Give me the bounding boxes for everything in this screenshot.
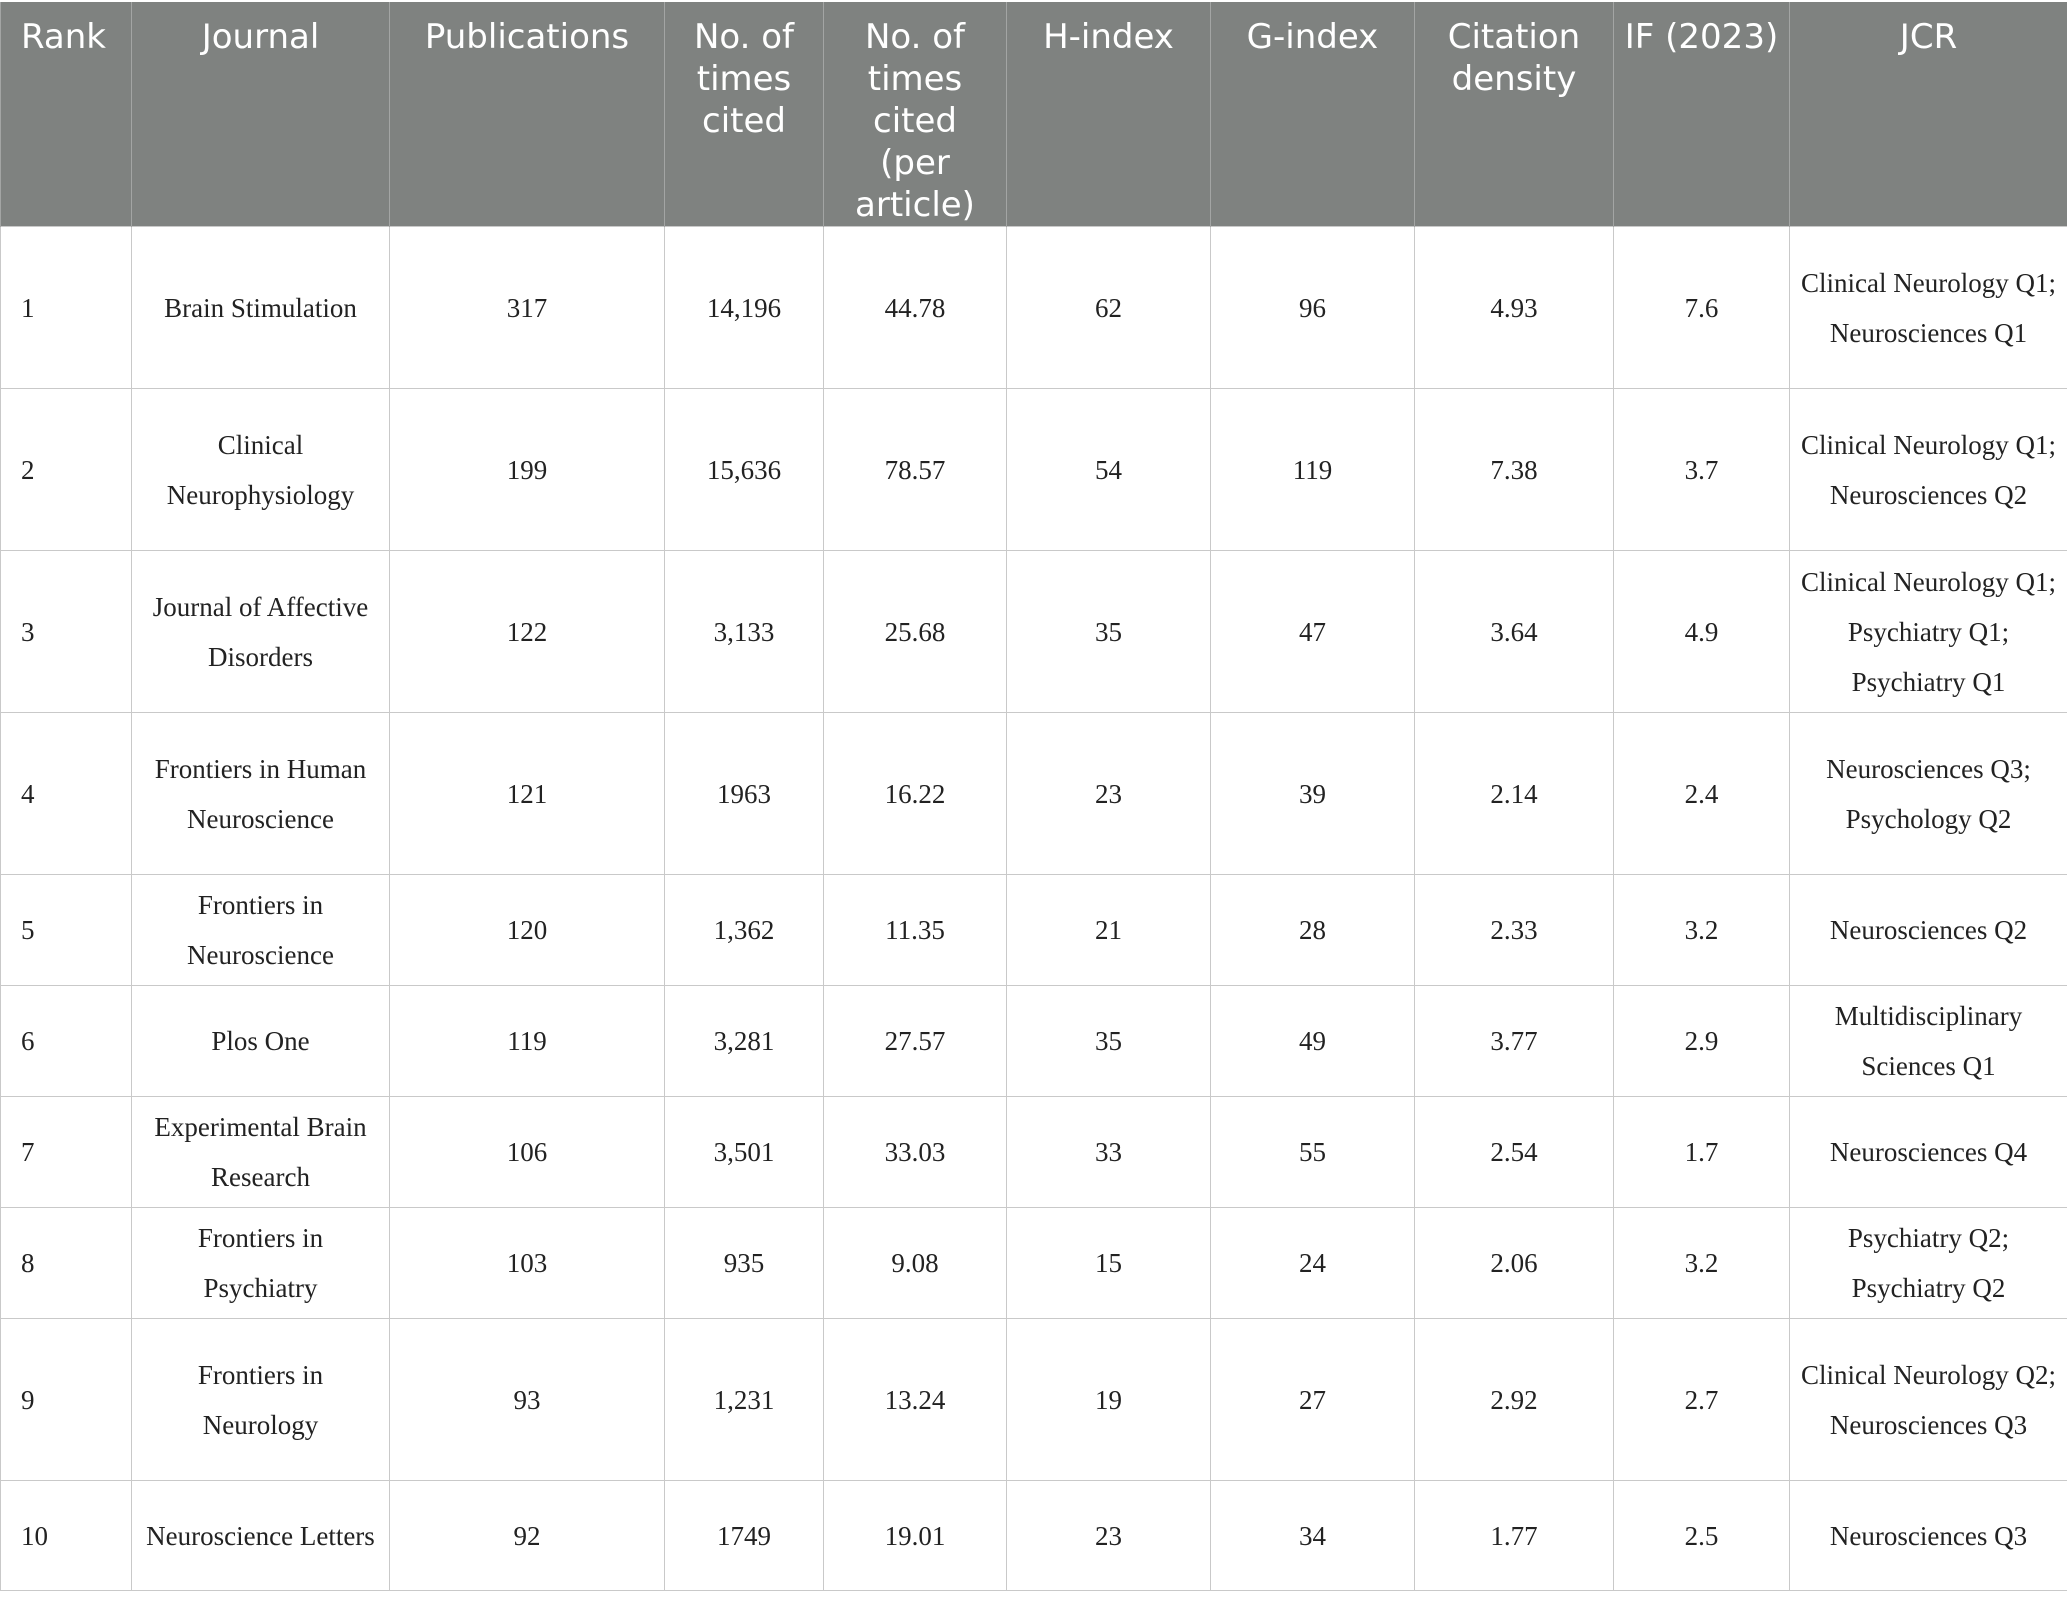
header-if-2023: IF (2023) [1614,2,1790,227]
per-article-cell: 25.68 [824,551,1007,713]
if-2023-cell: 7.6 [1614,227,1790,389]
journal-cell: Neuroscience Letters [132,1481,390,1591]
publications-cell: 317 [390,227,665,389]
h-index-cell: 21 [1007,875,1211,986]
times-cited-cell: 3,501 [665,1097,824,1208]
times-cited-cell: 14,196 [665,227,824,389]
journal-cell: Plos One [132,986,390,1097]
per-article-cell: 78.57 [824,389,1007,551]
h-index-cell: 23 [1007,713,1211,875]
per-article-cell: 44.78 [824,227,1007,389]
rank-cell: 4 [1,713,132,875]
h-index-cell: 33 [1007,1097,1211,1208]
citation-density-cell: 2.54 [1415,1097,1614,1208]
table-row [1,389,2067,551]
per-article-cell: 16.22 [824,713,1007,875]
times-cited-cell: 935 [665,1208,824,1319]
rank-cell: 6 [1,986,132,1097]
rank-cell: 7 [1,1097,132,1208]
citation-density-cell: 4.93 [1415,227,1614,389]
publications-cell: 93 [390,1319,665,1481]
header-times-cited: No. of times cited [665,2,824,227]
table-row [1,1208,2067,1319]
per-article-cell: 11.35 [824,875,1007,986]
h-index-cell: 35 [1007,551,1211,713]
jcr-cell: Clinical Neurology Q1; Neurosciences Q2 [1790,389,2067,551]
jcr-cell: Neurosciences Q4 [1790,1097,2067,1208]
citation-density-cell: 3.64 [1415,551,1614,713]
g-index-cell: 47 [1211,551,1415,713]
publications-cell: 121 [390,713,665,875]
header-per-article: No. of times cited (per article) [824,2,1007,227]
h-index-cell: 35 [1007,986,1211,1097]
journal-cell: Frontiers in Human Neuroscience [132,713,390,875]
citation-density-cell: 2.92 [1415,1319,1614,1481]
publications-cell: 122 [390,551,665,713]
if-2023-cell: 3.2 [1614,1208,1790,1319]
times-cited-cell: 1,362 [665,875,824,986]
journal-cell: Frontiers in Psychiatry [132,1208,390,1319]
rank-cell: 1 [1,227,132,389]
g-index-cell: 28 [1211,875,1415,986]
citation-density-cell: 2.06 [1415,1208,1614,1319]
header-rank: Rank [1,2,132,227]
g-index-cell: 119 [1211,389,1415,551]
if-2023-cell: 1.7 [1614,1097,1790,1208]
header-jcr: JCR [1790,2,2067,227]
citation-density-cell: 1.77 [1415,1481,1614,1591]
header-h-index: H-index [1007,2,1211,227]
if-2023-cell: 2.7 [1614,1319,1790,1481]
citation-density-cell: 3.77 [1415,986,1614,1097]
journals-table [0,2,2067,1591]
header-journal: Journal [132,2,390,227]
times-cited-cell: 1963 [665,713,824,875]
h-index-cell: 19 [1007,1319,1211,1481]
times-cited-cell: 1,231 [665,1319,824,1481]
h-index-cell: 54 [1007,389,1211,551]
if-2023-cell: 2.4 [1614,713,1790,875]
per-article-cell: 13.24 [824,1319,1007,1481]
jcr-cell: Clinical Neurology Q1; Psychiatry Q1; Psychiatry Q1 [1790,551,2067,713]
g-index-cell: 27 [1211,1319,1415,1481]
jcr-cell: Multidisciplinary Sciences Q1 [1790,986,2067,1097]
g-index-cell: 24 [1211,1208,1415,1319]
rank-cell: 3 [1,551,132,713]
per-article-cell: 27.57 [824,986,1007,1097]
citation-density-cell: 2.14 [1415,713,1614,875]
table-row [1,875,2067,986]
if-2023-cell: 3.2 [1614,875,1790,986]
journal-cell: Experimental Brain Research [132,1097,390,1208]
g-index-cell: 49 [1211,986,1415,1097]
jcr-cell: Neurosciences Q2 [1790,875,2067,986]
header-publications: Publications [390,2,665,227]
header-g-index: G-index [1211,2,1415,227]
jcr-cell: Clinical Neurology Q1; Neurosciences Q1 [1790,227,2067,389]
header-citation-density: Citation density [1415,2,1614,227]
journal-cell: Brain Stimulation [132,227,390,389]
jcr-cell: Clinical Neurology Q2; Neurosciences Q3 [1790,1319,2067,1481]
rank-cell: 5 [1,875,132,986]
table-row [1,1319,2067,1481]
g-index-cell: 55 [1211,1097,1415,1208]
per-article-cell: 9.08 [824,1208,1007,1319]
publications-cell: 92 [390,1481,665,1591]
journal-cell: Frontiers in Neuroscience [132,875,390,986]
rank-cell: 8 [1,1208,132,1319]
g-index-cell: 39 [1211,713,1415,875]
table-row [1,1481,2067,1591]
jcr-cell: Neurosciences Q3 [1790,1481,2067,1591]
table-row [1,713,2067,875]
publications-cell: 106 [390,1097,665,1208]
citation-density-cell: 2.33 [1415,875,1614,986]
if-2023-cell: 3.7 [1614,389,1790,551]
publications-cell: 120 [390,875,665,986]
h-index-cell: 15 [1007,1208,1211,1319]
g-index-cell: 34 [1211,1481,1415,1591]
times-cited-cell: 3,281 [665,986,824,1097]
publications-cell: 119 [390,986,665,1097]
journal-cell: Frontiers in Neurology [132,1319,390,1481]
journal-cell: Clinical Neurophysiology [132,389,390,551]
h-index-cell: 62 [1007,227,1211,389]
rank-cell: 10 [1,1481,132,1591]
journal-cell: Journal of Affective Disorders [132,551,390,713]
table-row [1,227,2067,389]
if-2023-cell: 2.5 [1614,1481,1790,1591]
jcr-cell: Psychiatry Q2; Psychiatry Q2 [1790,1208,2067,1319]
g-index-cell: 96 [1211,227,1415,389]
per-article-cell: 33.03 [824,1097,1007,1208]
publications-cell: 103 [390,1208,665,1319]
table-row [1,1097,2067,1208]
times-cited-cell: 1749 [665,1481,824,1591]
jcr-cell: Neurosciences Q3; Psychology Q2 [1790,713,2067,875]
publications-cell: 199 [390,389,665,551]
header-row [1,2,2067,227]
table-row [1,986,2067,1097]
per-article-cell: 19.01 [824,1481,1007,1591]
times-cited-cell: 15,636 [665,389,824,551]
rank-cell: 2 [1,389,132,551]
if-2023-cell: 2.9 [1614,986,1790,1097]
citation-density-cell: 7.38 [1415,389,1614,551]
rank-cell: 9 [1,1319,132,1481]
times-cited-cell: 3,133 [665,551,824,713]
table-row [1,551,2067,713]
if-2023-cell: 4.9 [1614,551,1790,713]
h-index-cell: 23 [1007,1481,1211,1591]
